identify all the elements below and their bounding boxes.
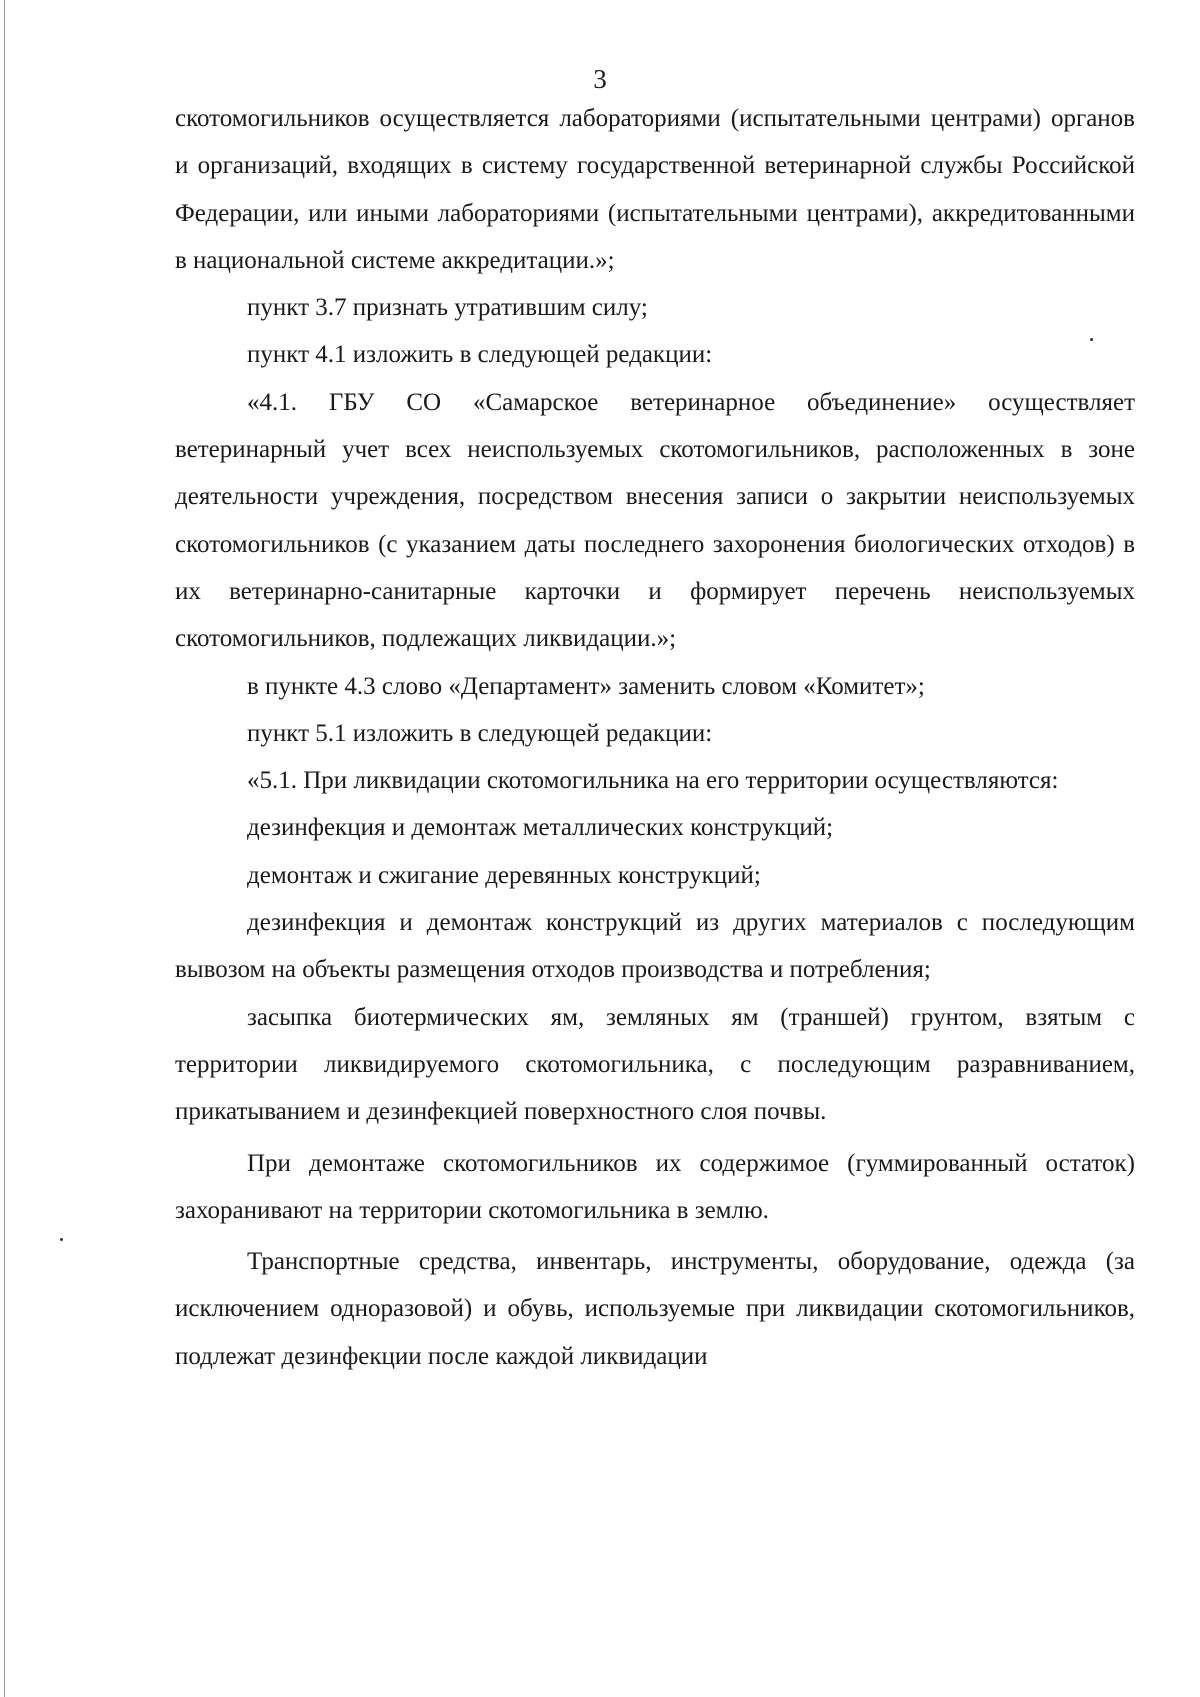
paragraph: дезинфекция и демонтаж конструкций из других материалов с последующим вывозом на объекты размещения отходов производства и потребления; [175,909,1135,984]
page-number: 3 [593,64,607,94]
paragraph: «4.1. ГБУ СО «Самарское ветеринарное объединение» осуществляет ветеринарный учет всех неиспользуемых скотомогильников, расположенных в зоне деятельности учреждения, посредством внесения записи о закрытии неиспользуемых скотомогильников (с указанием даты последнего захоронения биологических отходов) в их ветеринарно-санитарные карточки и формирует перечень неиспользуемых скотомогильников, подлежащих ликвидации.»; [175,388,1135,653]
paragraph: Транспортные средства, инвентарь, инструменты, оборудование, одежда (за исключением одноразовой) и обувь, используемые при ликвидации скотомогильников, подлежат дезинфекции после каждой ликвидации [175,1248,1135,1370]
paragraph: пункт 4.1 изложить в следующей редакции: [247,341,713,369]
scan-edge-line [4,0,5,1697]
paragraph: дезинфекция и демонтаж металлических конструкций; [247,814,834,842]
scan-speck [60,1238,63,1241]
paragraph: демонтаж и сжигание деревянных конструкций; [247,861,761,889]
paragraph: скотомогильников осуществляется лабораториями (испытательными центрами) органов и организаций, входящих в систему государственной ветеринарной службы Российской Федерации, или иными лабораториями (испытательными центрами), аккредитованными в национальной системе аккредитации.»; [175,105,1135,274]
paragraph: пункт 5.1 изложить в следующей редакции: [247,719,713,747]
document-body [175,95,1135,1380]
paragraph: При демонтаже скотомогильников их содержимое (гуммированный остаток) захоранивают на территории скотомогильника в землю. [175,1149,1135,1224]
paragraph: пункт 3.7 признать утратившим силу; [247,294,648,322]
paragraph: засыпка биотермических ям, земляных ям (траншей) грунтом, взятым с территории ликвидируемого скотомогильника, с последующим разравниванием, прикатыванием и дезинфекцией поверхностного слоя почвы. [175,1003,1135,1126]
paragraph: в пункте 4.3 слово «Департамент» заменить словом «Комитет»; [247,672,925,700]
paragraph: «5.1. При ликвидации скотомогильника на его территории осуществляются: [247,767,1059,795]
